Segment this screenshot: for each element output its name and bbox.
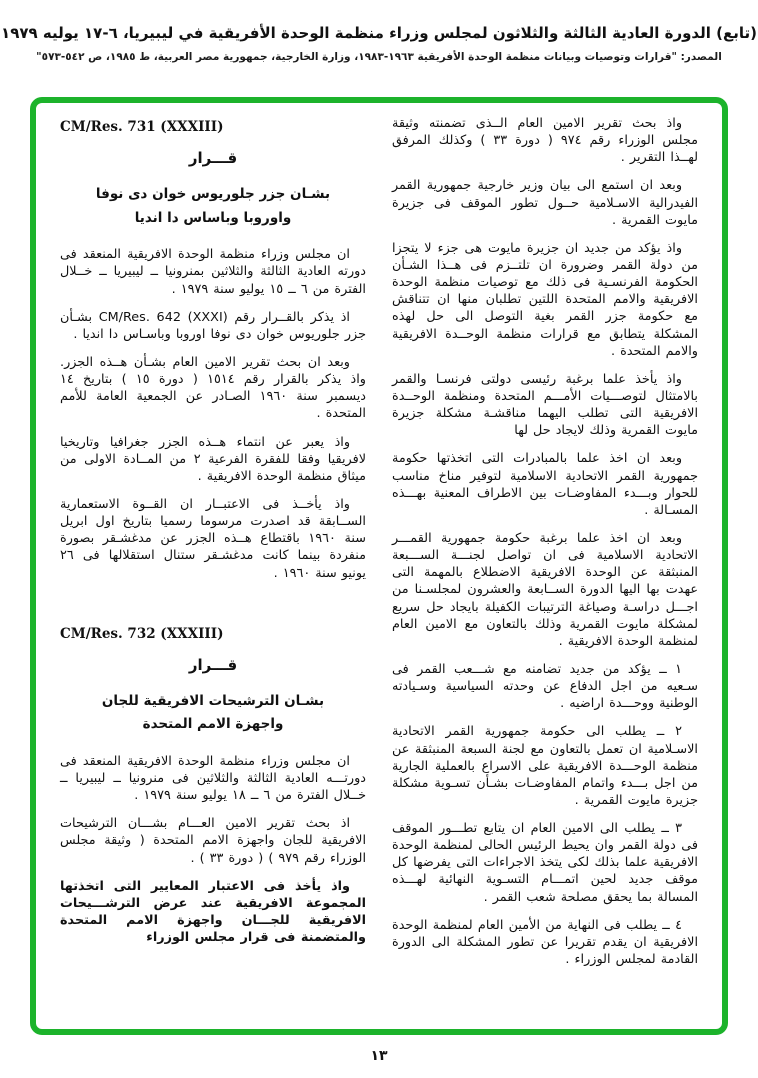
source-citation: المصدر: "قرارات وتوصيات وبيانات منظمة الوحدة الأفريقية ١٩٦٣-١٩٨٣، وزارة الخارجية، جمهورية مصر العربية، ط ١٩٨٥، ص ٥٤٢-٥٧٣": [36, 50, 722, 63]
page-header: [0, 24, 758, 63]
paragraph: واذ يأخذ علما برغبة رئيسى دولتى فرنسـا والقمر بالامتثال لتوصـــيات الأمـــم المتحدة ومنظمة الوحــدة الافريقية التى تطلب اليهما مناقشـة مشكلة جزيرة مايوت القمرية وذلك لايجاد حل لها: [392, 371, 698, 439]
paragraph: وبعد ان اخذ علما برغبة حكومة جمهورية القمـــر الاتحادية الاسلامية فى ان تواصل لجنـــة الســـبعة المنبثقة عن الوحدة الافريقية الاضطلاع بالمهمة التى عهدت بها اليها الدورة الســابعة والعشرون لمجلسـنا من اجـــل دراسـة وصياغة الترتيبات الكفيلة بايجاد حل سريع لمشكلة مايوت القمرية وذلك بالتعاون مع الامين العام لمنظمة الوحدة الافريقية .: [392, 530, 698, 649]
document-title: (تابع) الدورة العادية الثالثة والثلاثون لمجلس وزراء منظمة الوحدة الأفريقية في ليبيريا، ٦-١٧ يوليه ١٩٧٩: [1, 24, 757, 42]
numbered-item: ١ ــ يؤكد من جديد تضامنه مع شـــعب القمر فى سـعيه من اجل الدفاع عن وحدته السياسية وسـيادته الوطنية ووحـــدة اراضيه .: [392, 661, 698, 712]
paragraph: ان مجلس وزراء منظمة الوحدة الافريقية المنعقد فى دورتـــه العادية الثالثة والثلاثين فى منرونيا ــ ليبيريا ــ خــلال الفترة من ٦ ــ ١٨ يوليو سنة ١٩٧٩ .: [60, 753, 366, 804]
resolution-subtitle-line: واجهزة الامم المتحدة: [142, 716, 284, 733]
resolution-subtitle-line: بشـان جزر جلوريوس خوان دى نوفا: [95, 186, 331, 202]
paragraph: وبعد ان بحث تقرير الامين العام بشـأن هــذه الجزر. واذ يذكر بالقرار رقم ١٥١٤ ( دورة ١٥ ) بتاريخ ١٤ ديسمبر سنة ١٩٦٠ الصـادر عن الجمعية العامة للأمم المتحدة .: [60, 354, 367, 422]
numbered-item: ٣ ــ يطلب الى الامين العام ان يتابع تطـــور الموقف فى دولة القمر وان يحيط الرئيس الحالى لمنظمة الوحدة الافريقية علما بذلك لكى يتخذ الاجراءات التى يفرضها كل موقف جديد لحين اتمـــام التسـوية النهائية لهـــذه المسالة بما يحقق مصلحة شعب القمر .: [392, 821, 698, 905]
paragraph: اذ يذكر بالقــرار رقم CM/Res. 642 (XXXI)‎ بشـأن جزر جلوريوس خوان دى نوفا اوروبا وباسـاس دا انديا .: [60, 309, 366, 342]
resolution-731: [60, 119, 366, 582]
paragraph: وبعد ان استمع الى بيان وزير خارجية جمهورية القمر الفيدرالية الاسـلامية حــول تطور الموقف فى جزيرة مايوت القمرية .: [392, 178, 698, 228]
page-number: ١٣: [370, 1048, 388, 1064]
paragraph: ان مجلس وزراء منظمة الوحدة الافريقية المنعقد فى دورته العادية الثالثة والثلاثين بمنرونيا ــ ليبيريا ــ خــلال الفترة من ٦ ــ ١٥ يوليو سنة ١٩٧٩ .: [60, 247, 366, 297]
paragraph: واذ يؤكد من جديد ان جزيرة مايوت هى جزء لا يتجزا من دولة القمر وضرورة ان تلتــزم فى هــذا الشـأن الحكومة الفرنسـية فى ذلك مع توصيات منظمة الوحدة الافريقية والامم المتحدة اللتين تطلبان منها ان تتناقش مع حكومة جزر القمر بغية التوصل الى حل لهذه المشكلة يتطابق مع قرارات منظمة الوحــدة الافريقية والامم المتحدة .: [392, 240, 698, 359]
resolution-subtitle: [60, 183, 366, 230]
numbered-item: ٢ ــ يطلب الى حكومة جمهورية القمر الاتحادية الاسـلامية ان تعمل بالتعاون مع لجنة السبعة المنبثقة عن منظمة الوحـــدة الافريقية على الاسراع بالعملية الجارية من اجل بـــدء واتمام المفاوضـات بشـأن تسـوية مشكلة جزيرة مايوت القمرية .: [392, 724, 698, 808]
paragraph: وبعد ان اخذ علما بالمبادرات التى اتخذتها حكومة جمهورية القمر الاتحادية الاسلامية لتوفير مناخ مناسب للحوار وبـــدء المفاوضـات بين الاطراف المعنية بهـــذه المسـالة .: [392, 451, 698, 518]
paragraph: واذ بحث تقرير الامين العام الــذى تضمنته وثيقة مجلس الوزراء رقم ٩٧٤ ( دورة ٣٣ ) وكذلك المرفق لهــذا التقرير .: [392, 116, 698, 166]
resolution-732: [60, 626, 366, 947]
column-right-continuation: [392, 115, 698, 1019]
two-column-layout: [60, 115, 698, 1019]
resolution-subtitle-line: بشـان الترشيحات الافريقية للجان: [101, 692, 325, 709]
resolution-heading: قـــرار: [188, 149, 238, 167]
column-left-resolutions: [60, 115, 366, 1019]
paragraph: واذ يأخــذ فى الاعتبــار ان القــوة الاستعمارية الســابقة قد اصدرت مرسوما رسميا بتاريخ اول ابريل سنة ١٩٦٠ باقتطاع هــذه الجزر عن مدغشـقر بصورة منفردة بينما كانت مدغشـقر ستنال استقلالها فى ٢٦ يونيو سنة ١٩٦٠ .: [60, 496, 367, 581]
resolution-subtitle: [60, 690, 366, 737]
paragraph: واذ يعبر عن انتماء هــذه الجزر جغرافيا وتاريخيا لافريقيا وفقا للفقرة الفرعية ٢ من المــادة الاولى من ميثاق منظمة الوحدة الافريقية .: [60, 434, 366, 484]
resolution-heading: قـــرار: [188, 655, 238, 674]
document-border-box: [30, 97, 728, 1035]
resolution-subtitle-line: واوروبا وباساس دا انديا: [134, 209, 292, 226]
resolution-id-732: CM/Res. 732 (XXXIII): [60, 625, 224, 642]
paragraph: اذ بحث تقرير الامين العـــام بشـــان الترشيحات الافريقية للجان واجهزة الامم المتحدة ( وثيقة مجلس الوزراء رقم ٩٧٩ ) ( دورة ٣٣ ) .: [60, 816, 366, 866]
paragraph-bold: واذ يأخذ فى الاعتبار المعايير التى اتخذتها المجموعة الافريقية عند عرض الترشـــيحات الافريقية للجـــان واجهزة الامم المتحدة والمتضمنة فى قرار مجلس الوزراء: [60, 878, 366, 946]
resolution-id-731: CM/Res. 731 (XXXIII): [60, 119, 224, 135]
numbered-item: ٤ ــ يطلب فى النهاية من الأمين العام لمنظمة الوحدة الافريقية ان يقدم تقريرا عن تطور المشكلة الى الدورة القادمة لمجلس الوزراء .: [392, 917, 698, 968]
